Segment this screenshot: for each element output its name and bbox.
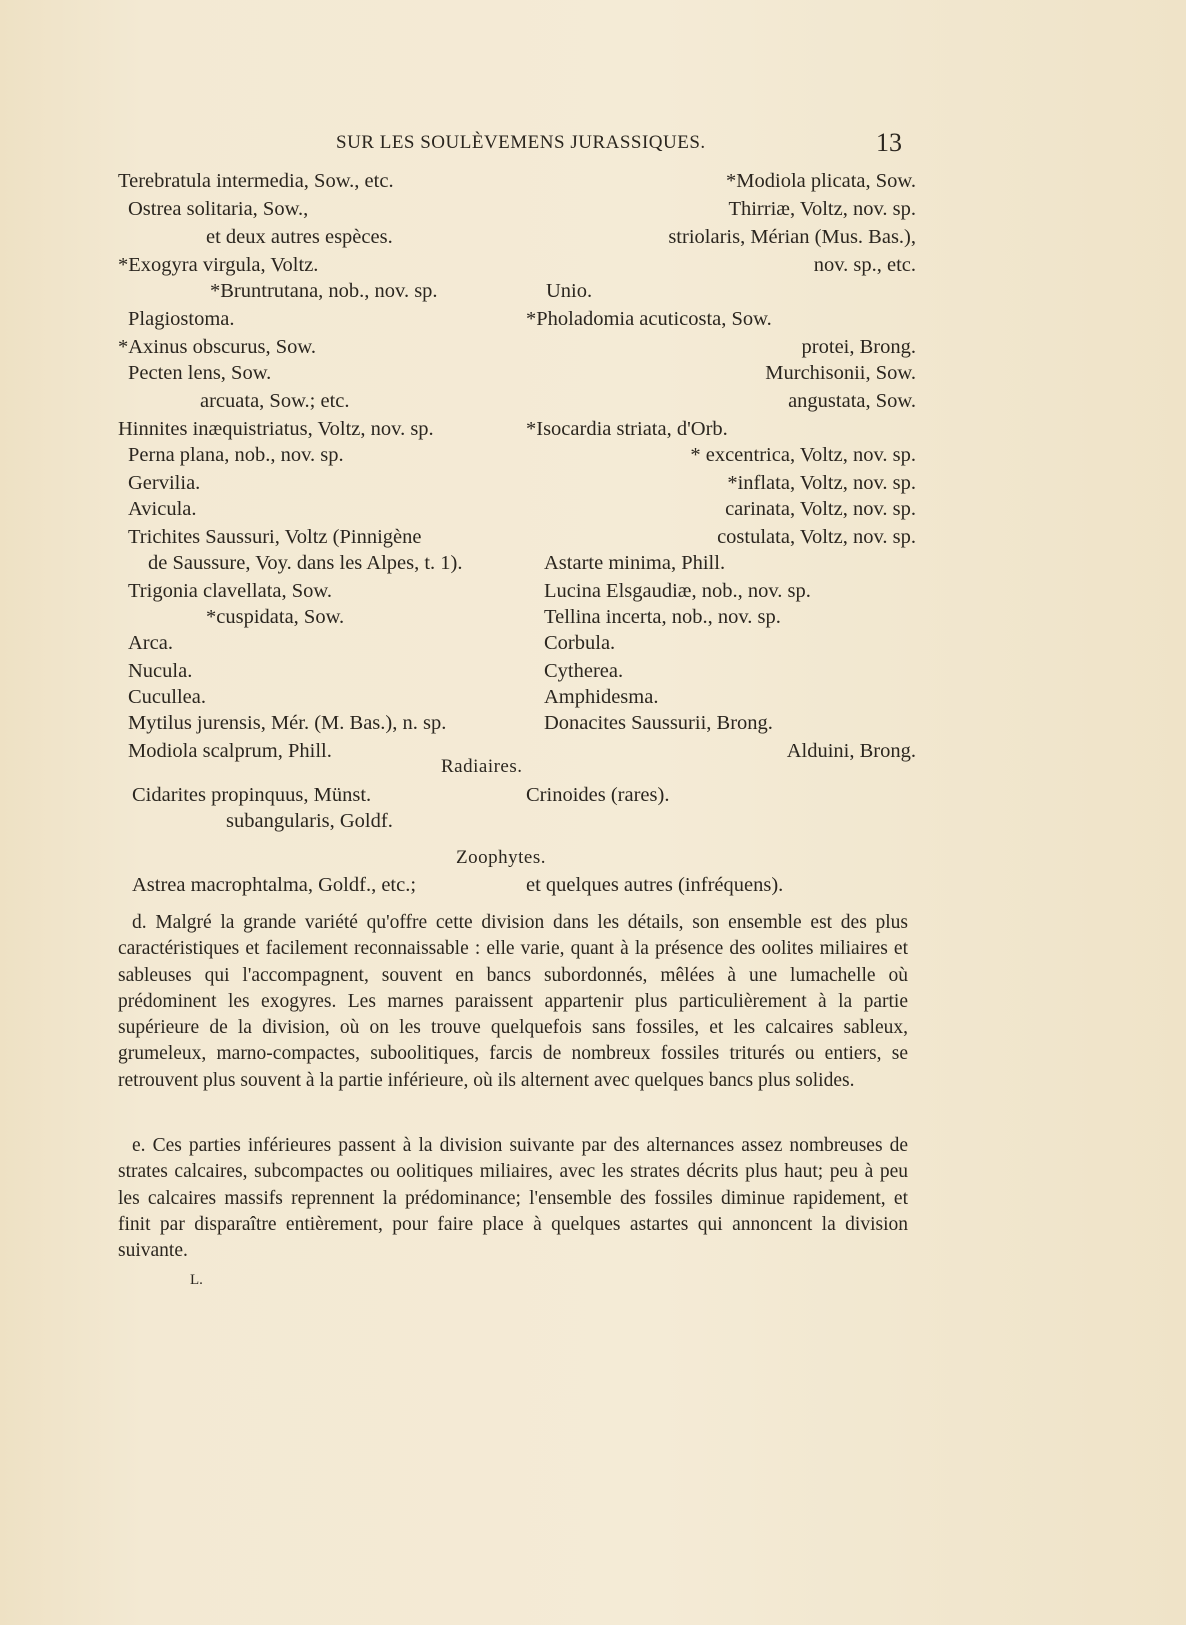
right-column-entry-20: Donacites Saussurii, Brong. <box>544 712 773 734</box>
left-column-entry-11: Gervilia. <box>128 472 201 494</box>
left-column-entry-17: Arca. <box>128 632 173 654</box>
section-heading-zoophytes: Zoophytes. <box>456 847 546 868</box>
paragraph-e-text: e. Ces parties inférieures passent à la division suivante par des alternances assez nombreuses de strates calcaires, subcompactes ou oolitiques miliaires, avec les strates décrits plus haut; peu à peu les calcaires massifs reprennent la prédominance; l'ensemble des fossiles diminue rapidement, et finit par disparaître entièrement, pour faire place à quelques astartes qui annoncent la division suivante. <box>118 1135 908 1262</box>
paragraph-d <box>118 910 908 1094</box>
right-column-entry-13: costulata, Voltz, nov. sp. <box>717 526 916 548</box>
left-column-entry-2: et deux autres espèces. <box>206 226 393 248</box>
paragraph-e <box>118 1133 908 1264</box>
radiaires-left-entry: Cidarites propinquus, Münst. <box>132 784 372 806</box>
right-column-entry-1: Thirriæ, Voltz, nov. sp. <box>728 198 916 220</box>
right-column-entry-18: Cytherea. <box>544 660 624 682</box>
right-column-entry-5: *Pholadomia acuticosta, Sow. <box>526 308 772 330</box>
fossil-catalog <box>118 168 918 762</box>
left-column-entry-20: Mytilus jurensis, Mér. (M. Bas.), n. sp. <box>128 712 447 734</box>
left-column-entry-15: Trigonia clavellata, Sow. <box>128 580 333 602</box>
radiaires-left-entry-2: subangularis, Goldf. <box>226 810 393 832</box>
zoophytes-left-entry: Astrea macrophtalma, Goldf., etc.; <box>132 874 417 896</box>
left-column-entry-14: de Saussure, Voy. dans les Alpes, t. 1). <box>148 552 463 574</box>
radiaires-right-entry: Crinoides (rares). <box>526 784 670 806</box>
right-column-entry-2: striolaris, Mérian (Mus. Bas.), <box>668 226 916 248</box>
right-column-entry-4: Unio. <box>546 280 593 302</box>
left-column-entry-7: Pecten lens, Sow. <box>128 362 272 384</box>
signature-initial: L. <box>190 1272 203 1288</box>
right-column-entry-15: Lucina Elsgaudiæ, nob., nov. sp. <box>544 580 811 602</box>
section-heading-radiaires: Radiaires. <box>441 756 523 777</box>
left-column-entry-9: Hinnites inæquistriatus, Voltz, nov. sp. <box>118 418 434 440</box>
right-column-entry-3: nov. sp., etc. <box>813 254 916 276</box>
right-column-entry-9: *Isocardia striata, d'Orb. <box>526 418 728 440</box>
left-column-entry-4: *Bruntrutana, nob., nov. sp. <box>210 280 438 302</box>
left-column-entry-21: Modiola scalprum, Phill. <box>128 740 332 762</box>
right-column-entry-16: Tellina incerta, nob., nov. sp. <box>544 606 781 628</box>
right-column-entry-6: protei, Brong. <box>801 336 916 358</box>
right-column-entry-21: Alduini, Brong. <box>786 740 916 762</box>
page-number: 13 <box>876 128 902 157</box>
paragraph-d-text: d. Malgré la grande variété qu'offre cette division dans les détails, son ensemble est des plus caractéristiques et facilement reconnaissable : elle varie, quant à la présence des oolites miliaires et sableuses qui l'accompagnent, souvent en bancs subordonnés, mêlées à une lumachelle où prédominent les exogyres. Les marnes paraissent appartenir plus particulièrement à la partie supérieure de la division, où on les trouve quelquefois sans fossiles, et les calcaires sableux, grumeleux, marno-compactes, suboolitiques, farcis de nombreux fossiles triturés ou entiers, se retrouvent plus souvent à la partie inférieure, où ils alternent avec quelques bancs plus solides. <box>118 912 908 1091</box>
left-column-entry-5: Plagiostoma. <box>128 308 235 330</box>
right-column-entry-12: carinata, Voltz, nov. sp. <box>725 498 916 520</box>
running-head: SUR LES SOULÈVEMENS JURASSIQUES. <box>336 132 706 153</box>
left-column-entry-6: *Axinus obscurus, Sow. <box>118 336 316 358</box>
left-column-entry-10: Perna plana, nob., nov. sp. <box>128 444 344 466</box>
right-column-entry-10: * excentrica, Voltz, nov. sp. <box>690 444 916 466</box>
left-column-entry-0: Terebratula intermedia, Sow., etc. <box>118 170 394 192</box>
right-column-entry-0: *Modiola plicata, Sow. <box>726 170 916 192</box>
right-column-entry-19: Amphidesma. <box>544 686 659 708</box>
left-column-entry-12: Avicula. <box>128 498 197 520</box>
left-column-entry-19: Cucullea. <box>128 686 206 708</box>
right-column-entry-7: Murchisonii, Sow. <box>765 362 916 384</box>
right-column-entry-17: Corbula. <box>544 632 616 654</box>
left-column-entry-8: arcuata, Sow.; etc. <box>200 390 350 412</box>
right-column-entry-8: angustata, Sow. <box>788 390 916 412</box>
left-column-entry-1: Ostrea solitaria, Sow., <box>128 198 309 220</box>
left-column-entry-3: *Exogyra virgula, Voltz. <box>118 254 319 276</box>
zoophytes-right-entry: et quelques autres (infréquens). <box>526 874 784 896</box>
right-column-entry-14: Astarte minima, Phill. <box>544 552 726 574</box>
left-column-entry-18: Nucula. <box>128 660 193 682</box>
right-column-entry-11: *inflata, Voltz, nov. sp. <box>727 472 916 494</box>
left-column-entry-13: Trichites Saussuri, Voltz (Pinnigène <box>128 526 422 548</box>
left-column-entry-16: *cuspidata, Sow. <box>206 606 345 628</box>
page-header <box>0 128 1186 162</box>
